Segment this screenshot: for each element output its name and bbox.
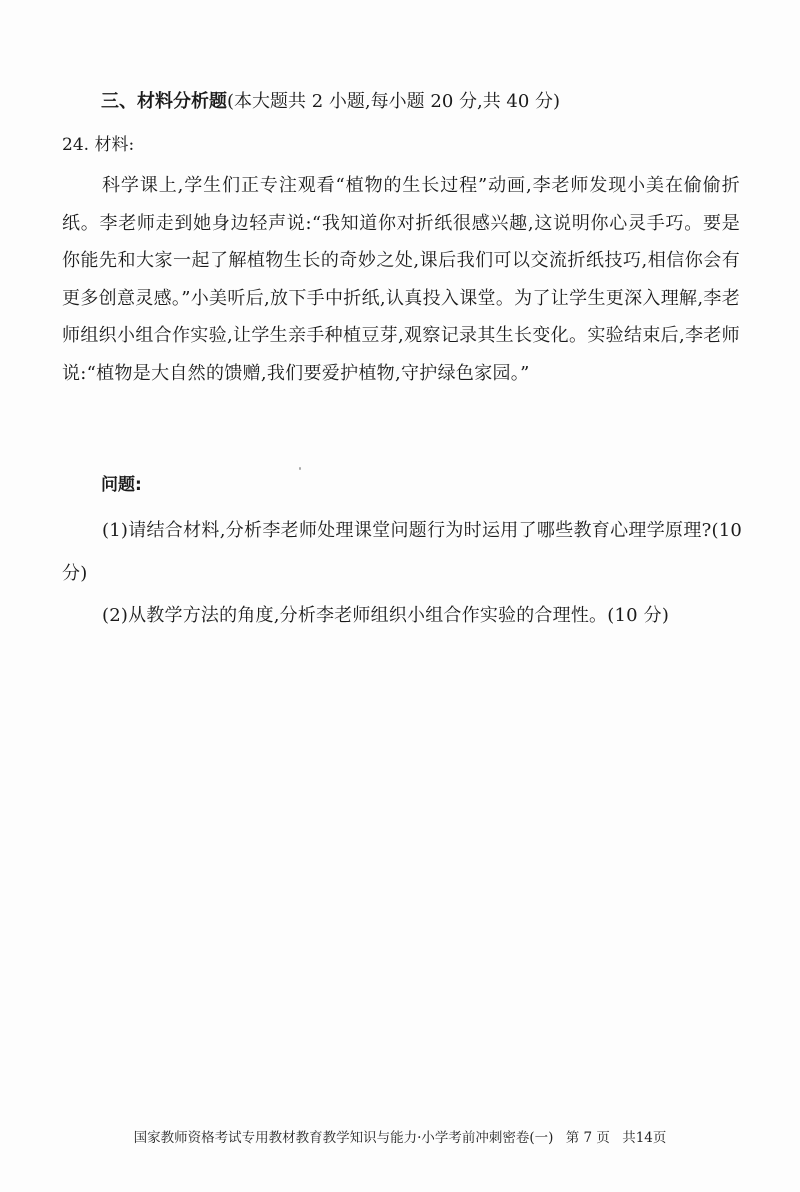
footer-total-pages: 共14页: [622, 1130, 667, 1146]
question-item-1: (1)请结合材料,分析李老师处理课堂问题行为时运用了哪些教育心理学原理?(10 分): [62, 520, 742, 584]
scan-speck: [299, 467, 301, 470]
section-title-note: (本大题共 2 小题,每小题 20 分,共 40 分): [227, 91, 561, 112]
section-title-bold: 三、材料分析题: [101, 91, 227, 112]
question-number-label: 24. 材料:: [62, 135, 135, 155]
footer-book-title: 国家教师资格考试专用教材教育教学知识与能力·小学考前冲刺密卷(一): [133, 1130, 554, 1146]
footer-page-number: 第 7 页: [565, 1130, 610, 1146]
question-item-2: (2)从教学方法的角度,分析李老师组织小组合作实验的合理性。(10 分): [102, 605, 670, 626]
section-title: [101, 90, 560, 114]
material-paragraph: 科学课上,学生们正专注观看“植物的生长过程”动画,李老师发现小美在偷偷折纸。李老师走到她身边轻声说:“我知道你对折纸很感兴趣,这说明你心灵手巧。要是你能先和大家一起了解植物生长的奇妙之处,课后我们可以交流折纸技巧,相信你会有更多创意灵感。”小美听后,放下手中折纸,认真投入课堂。为了让学生更深入理解,李老师组织小组合作实验,让学生亲手种植豆芽,观察记录其生长变化。实验结束后,李老师说:“植物是大自然的馈赠,我们要爱护植物,守护绿色家园。”: [62, 175, 740, 384]
questions-heading: 问题:: [101, 475, 142, 495]
page-footer: [0, 1128, 800, 1148]
